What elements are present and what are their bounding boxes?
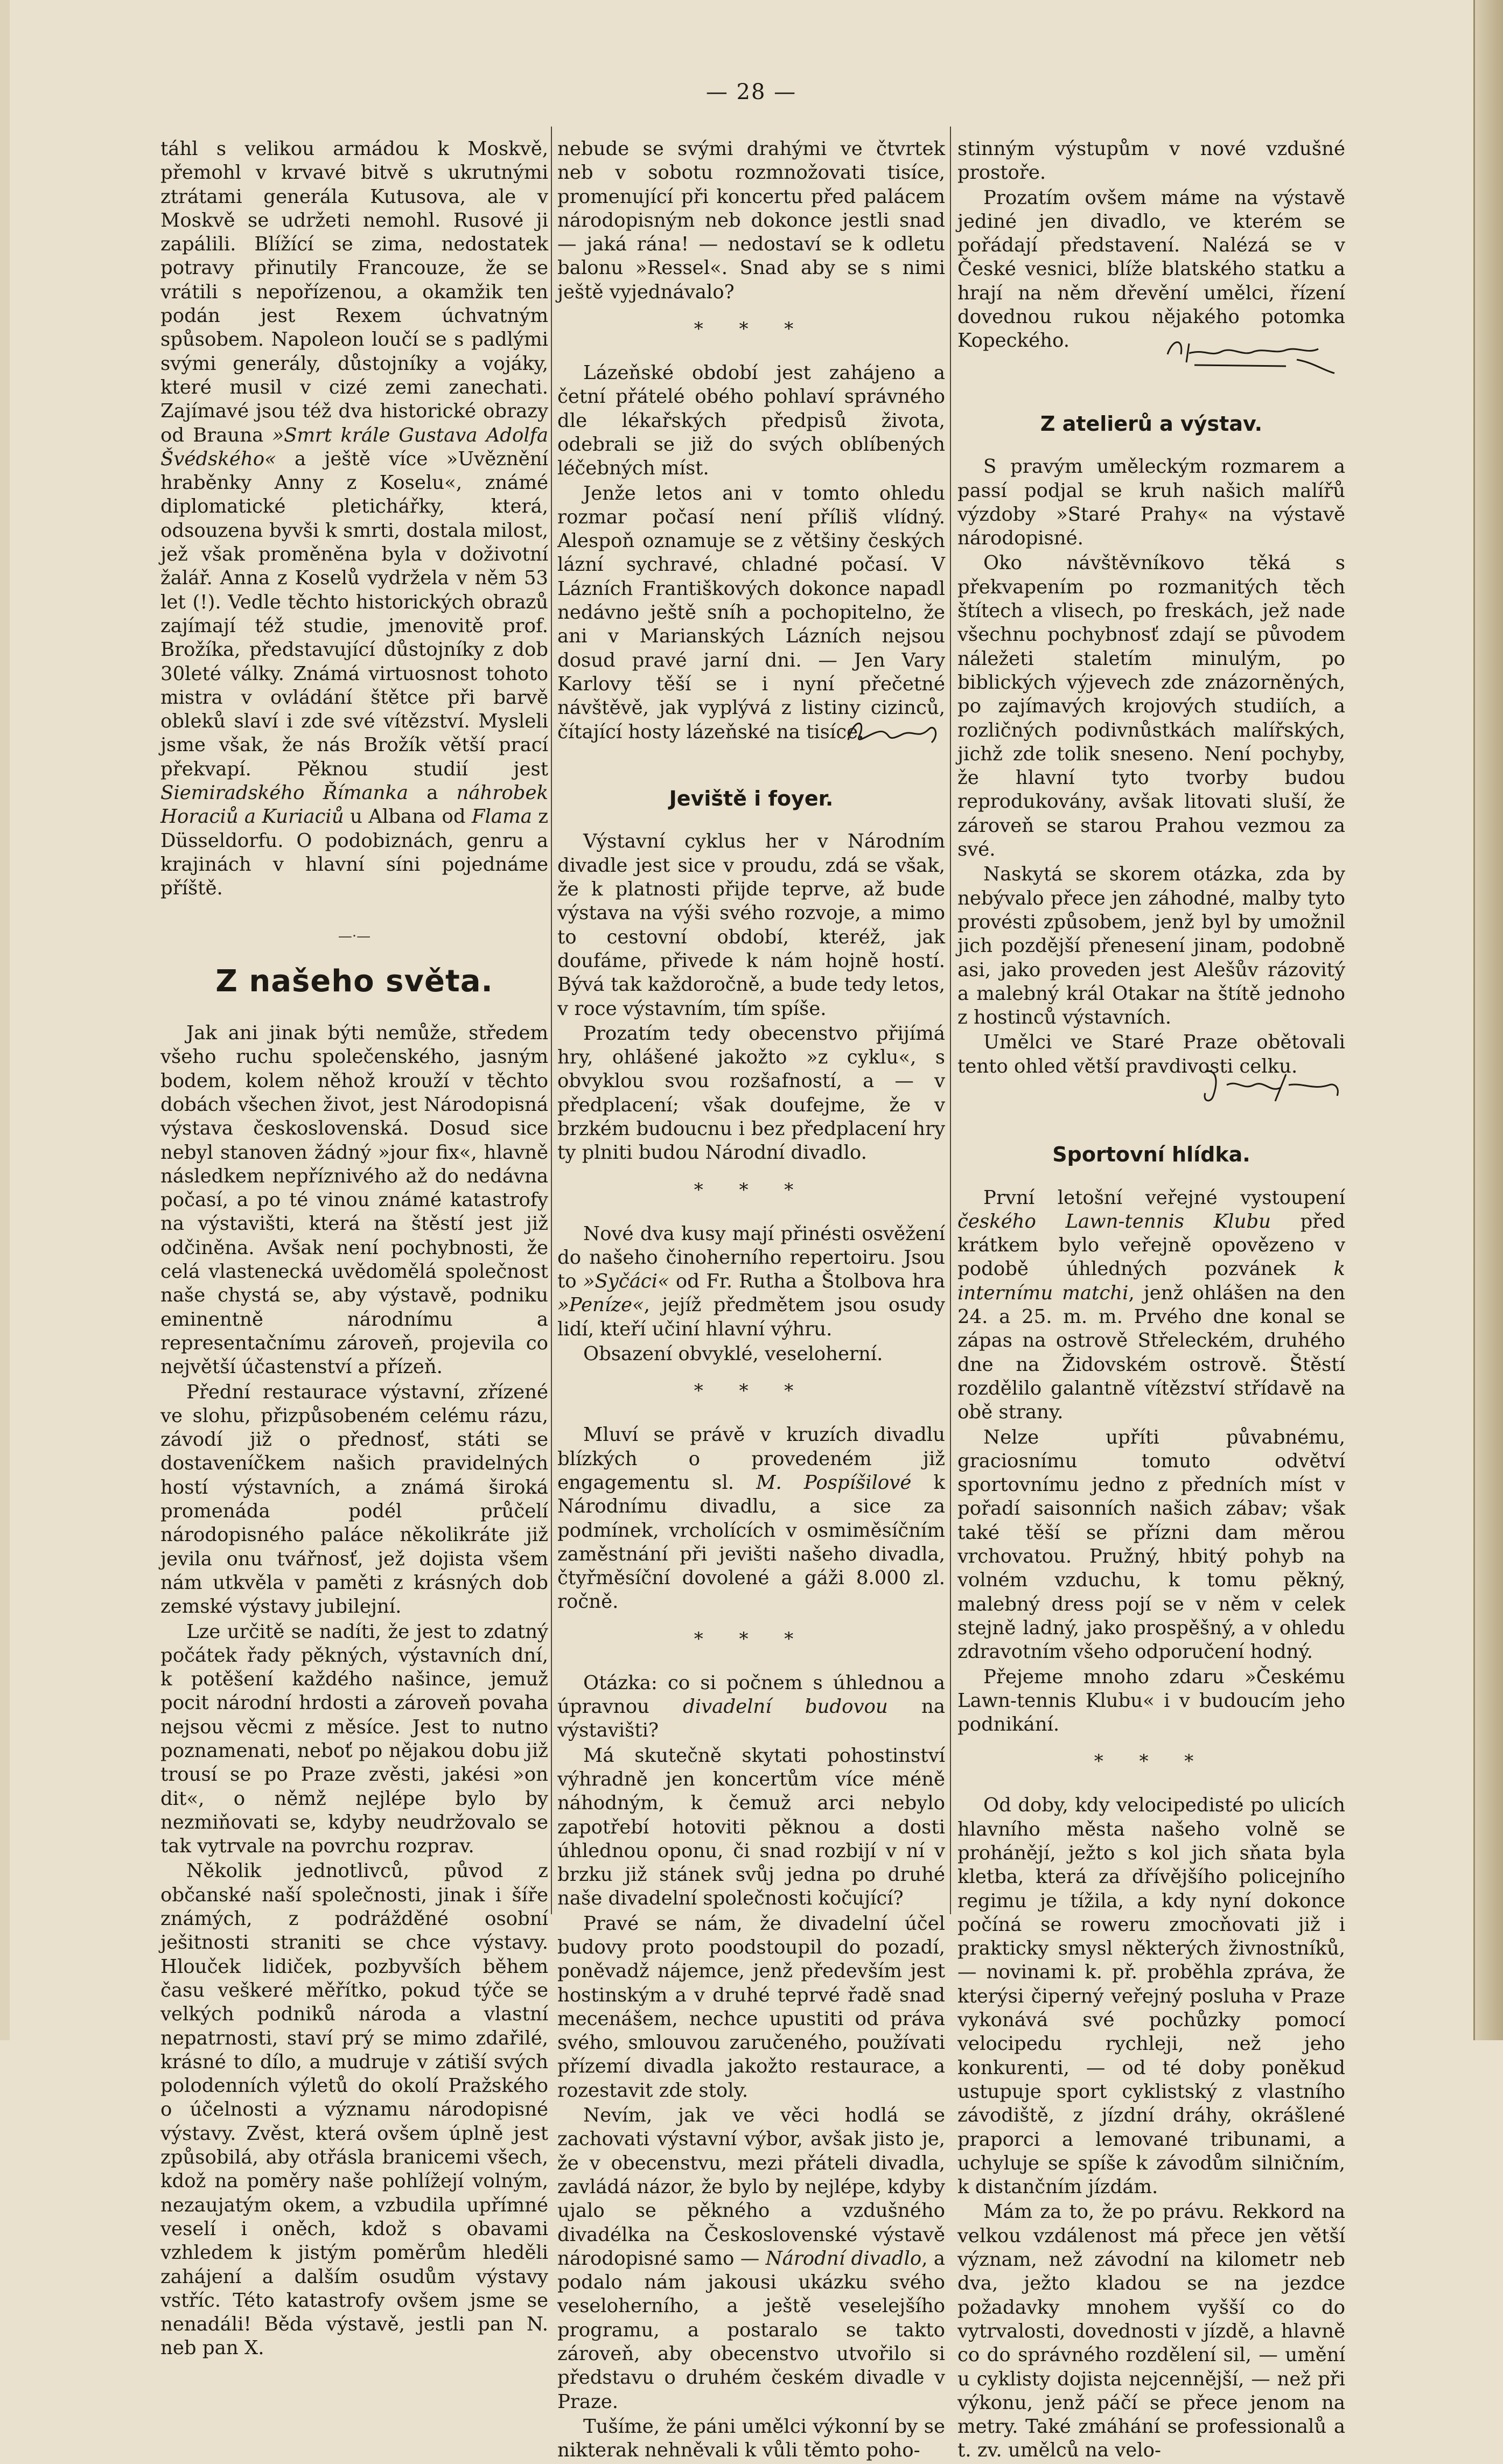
paragraph: Obsazení obvyklé, veseloherní.	[583, 1343, 883, 1366]
paragraph: stinným výstupům v nové vzdušné prostoře.	[957, 138, 1345, 184]
page-edge-left	[0, 0, 10, 2040]
star-separator: * * *	[1094, 1751, 1209, 1773]
paragraph: Výstavní cyklus her v Národním divadle jest sice v proudu, zdá se však, že k platnosti přijde teprve, až bude výstava na výši svého rozvoje, a mimo to cestovní období, kteréž, jak doufáme, přivede k nám hojně hostí. Bývá tak každoročně, a bude tedy letos, v roce výstavním, tím spíše.	[557, 830, 945, 1020]
paragraph: Tušíme, že páni umělci výkonní by se nikterak nehněvali k vůli těmto poho-	[557, 2415, 945, 2462]
paragraph: Několik jednotlivců, původ z občanské naší společnosti, jinak i šíře známých, z podrážděné osobní ješitnosti straniti se chce výstavy. Hlouček lidiček, pozbyvších během času veškeré měřítko, pokud týče se velkých podniků národa a vlastní nepatrnosti, staví prý se mimo zdařilé, krásné to dílo, a mudruje v zátiší svých polodenních výletů do okolí Pražského o účelnosti a významu národopisné výstavy. Zvěst, která ovšem úplně jest způsobilá, aby otřásla branicemi všech, kdož na poměry naše pohlížejí volným, nezaujatým okem, a vzbudila upřímné veselí i oněch, kdož s obavami vzhledem k jistým poměrům hleděli zahájení a dalším osudům výstavy vstříc. Této katastrofy ovšem jsme se nenadáli! Běda výstavě, jestli pan N. neb pan X.	[160, 1860, 548, 2360]
paragraph: Nelze upříti půvabnému, graciosnímu tomuto odvětví sportovnímu jedno z předních míst v pořadí saisonních našich zábav; však také těší se přízni dam měrou vrchovatou. Pružný, hbitý pohyb na volném vzduchu, k tomu pěkný, malebný dress pojí se v něm v celek stejně ladný, jako prospěšný, a v ohledu zdravotním všeho odporučení hodný.	[957, 1426, 1345, 1663]
section-divider: —·—	[338, 928, 371, 944]
column-1	[160, 137, 548, 2362]
paragraph: Jenže letos ani v tomto ohledu rozmar počasí není příliš vlídný. Alespoň oznamuje se z většiny českých lázní sychravé, chladné počasí. V Lázních Františkových dokonce napadl nedávno ještě sníh a pochopitelno, že ani v Marianských Lázních nejsou dosud pravé jarní dni. — Jen Vary Karlovy těší se i nyní přečetné návštěvě, jak vyplývá z listiny cizinců, čítající hosty lázeňské na tisíce.	[557, 482, 945, 743]
paragraph: Otázka: co si počnem s úhlednou a úpravnou divadelní budovou na výstavišti?	[557, 1671, 945, 1742]
section-heading-jeviste: Jeviště i foyer.	[669, 787, 834, 811]
section-heading-z-atelieru: Z atelierů a výstav.	[1040, 411, 1263, 436]
paragraph: Prozatím tedy obecenstvo přijímá hry, ohlášené jakožto »z cyklu«, s obvyklou svou rozšafností, a — v předplacení; však doufejme, že v brzkém budoucnu i bez předplacení hry ty plniti budou Národní divadlo.	[557, 1022, 945, 1164]
paragraph: nebude se svými drahými ve čtvrtek neb v sobotu rozmnožovati tisíce, promenující při koncertu před palácem národopisným neb dokonce jestli snad — jaká rána! — nedostaví se k odletu balonu »Ressel«. Snad aby se s nimi ještě vyjednávalo?	[557, 138, 945, 303]
paragraph: Přední restaurace výstavní, zřízené ve slohu, přizpůsobeném celému rázu, závodí již o přednosť, státi se dostaveníčkem našich pravidelných hostí výstavních, a známá široká promenáda podél průčelí národopisného paláce několikráte již jevila onu tvářnosť, jež dojista všem nám utkvěla v paměti z krásných dob zemské výstavy jubilejní.	[160, 1381, 548, 1618]
star-separator: * * *	[694, 1179, 809, 1201]
paragraph: Přejeme mnoho zdaru »Českému Lawn-tennis Klubu« i v budoucím jeho podnikání.	[957, 1665, 1345, 1736]
paragraph: První letošní veřejné vystoupení českého Lawn-tennis Klubu před krátkem bylo veřejně opovězeno v podobě úhledných pozvánek k internímu matchi, jenž ohlášen na den 24. a 25. m. m. Prvého dne konal se zápas na ostrově Střeleckém, druhého dne na Židovském ostrově. Štěstí rozdělilo galantně vítězství střídavě na obě strany.	[957, 1186, 1345, 1424]
paragraph: Mluví se právě v kruzích divadlu blízkých o provedeném již engagementu sl. M. Pospíšilové k Národnímu divadlu, a sice za podmínek, vrcholících v osmiměsíčním zaměstnání při jevišti našeho divadla, čtyřměsíční dovolené a gáži 8.000 zl. ročně.	[557, 1424, 945, 1613]
paragraph: S pravým uměleckým rozmarem a passí podjal se kruh našich malířů výzdoby »Staré Prahy« na výstavě národopisné.	[957, 456, 1345, 550]
paragraph: táhl s velikou armádou k Moskvě, přemohl v krvavé bitvě s ukrutnými ztrátami generála Kutusova, ale v Moskvě se udržeti nemohl. Rusové ji zapálili. Blížící se zima, nedostatek potravy přinutily Francouze, že se vrátili s nepořízenou, a okamžik ten podán jest Rexem úchvatným spůsobem. Napoleon loučí se s padlými svými generály, důstojníky a vojáky, které musil v cizé zemi zanechati. Zajímavé jsou též dva historické obrazy od Brauna »Smrt krále Gustava Adolfa Švédského« a ještě více »Uvěznění hraběnky Anny z Koselu«, známé diplomatické pletichářky, která, odsouzena byvši k smrti, dostala milost, jež však proměněna byla v doživotní žalář. Anna z Koselů vydržela v něm 53 let (!). Vedle těchto historických obrazů zajímají též studie, jmenovitě prof. Brožíka, představující důstojníky z dob 30leté války. Známá virtuosnost tohoto mistra v ovládání štětce při barvě obleků slaví i zde své vítězství. Mysleli jsme však, že nás Brožík větší prací překvapí. Pěknou studií jest Siemiradského Římanka a náhrobek Horaciů a Kuriaciů u Albana od Flama z Düsseldorfu. O podobiznách, genru a krajinách v hlavní síni pojednáme příště.	[160, 138, 548, 900]
paragraph: Lze určitě se nadíti, že jest to zdatný počátek řady pěkných, výstavních dní, k potěšení každého našince, jemuž pocit národní hrdosti a zároveň povaha nejsou věcmi z měsíce. Jest to nutno poznamenati, neboť po nějakou dobu již trousí se po Praze zvěsti, jakési »on dit«, o němž nejlépe bylo by nezmiňovati se, kdyby neudržovalo se tak vytrvale na povrchu rozprav.	[160, 1620, 548, 1858]
section-heading-sportovni-hlidka: Sportovní hlídka.	[1052, 1143, 1250, 1167]
paragraph: Má skutečně skytati pohostinství výhradně jen koncertům více méně náhodným, k čemuž arci nebylo zapotřebí hotoviti pěknou a dosti úhlednou oponu, či snad rozbijí v ní v brzku již stánek svůj jedna po druhé naše divadelní společnosti kočující?	[557, 1744, 945, 1910]
paragraph: Nevím, jak ve věci hodlá se zachovati výstavní výbor, avšak jisto je, že v obecenstvu, mezi přáteli divadla, zavládá názor, že bylo by nejlépe, kdyby ujalo se pěkného a vzdušného divadélka na Československé výstavě národopisné samo — Národní divadlo, a podalo nám jakousi ukázku svého veseloherního, a ještě veselejšího programu, a postaralo se takto zároveň, aby obecenstvo utvořilo si představu o druhém českém divadle v Praze.	[557, 2104, 946, 2413]
page-number: — 28 —	[705, 80, 797, 104]
star-separator: * * *	[694, 1628, 809, 1650]
paragraph: Prozatím ovšem máme na výstavě jediné jen divadlo, ve kterém se pořádají představení. Nalézá se v České vesnici, blíže blatského statku a hrají na něm dřevění umělci, řízení dovednou rukou nějakého potomka Kopeckého.	[957, 186, 1345, 352]
page-edge-right	[1473, 0, 1503, 2040]
section-heading-z-naseho-sveta: Z našeho světa.	[215, 963, 493, 999]
paragraph: Umělci ve Staré Praze obětovali tento ohled větší pravdivosti celku.	[957, 1031, 1345, 1077]
paragraph: Nové dva kusy mají přinésti osvěžení do našeho činoherního repertoiru. Jsou to »Syčáci« od Fr. Rutha a Štolbova hra »Peníze«, jejíž předmětem jsou osudy lidí, kteří učiní hlavní výhru.	[557, 1222, 945, 1340]
paragraph: Oko návštěvníkovo těká s překvapením po rozmanitých těch štítech a vlisech, po freskách, jež nade všechnu pochybnosť zdají se původem náležeti staletím minulým, po biblických výjevech zde znázorněných, po zajímavých krojových studiích, a rozličných podivnůstkách malířských, jichž zde tolik sneseno. Není pochyby, že hlavní tyto tvorby budou reprodukovány, avšak litovati sluší, že zároveň se starou Prahou vezmou za své.	[957, 552, 1345, 861]
column-rule-right	[950, 127, 951, 1914]
paragraph: Jak ani jinak býti nemůže, středem všeho ruchu společenského, jasným bodem, kolem něhož krouží v těchto dobách všechen život, jest Národopisná výstava československá. Dosud sice nebyl stanoven žádný »jour fix«, hlavně následkem nepříznivého až do nedávna počasí, a po té vinou známé katastrofy na výstavišti, která na štěstí jest již odčiněna. Avšak není pochybnosti, že celá vlastenecká uvědomělá společnost naše chystá se, aby výstavě, podniku eminentně národnímu a representačnímu zároveň, projevila co největší účastenství a přízeň.	[160, 1022, 548, 1378]
column-3	[957, 137, 1345, 2464]
star-separator: * * *	[694, 1380, 809, 1402]
star-separator: * * *	[694, 318, 809, 340]
paragraph: Od doby, kdy velocipedisté po ulicích hlavního města našeho volně se prohánějí, ježto s kol jich sňata byla kletba, která za dřívějšího policejního regimu je tížila, a kdy nyní dokonce počíná se roweru zmocňovati již i prakticky smysl některých živnostníků, — novinami k. př. proběhla zpráva, že kterýsi čiperný veřejný posluha v Praze vykonává své pochůzky pomocí velocipedu rychleji, než jeho konkurenti, — od té doby poněkud ustupuje sport cyklistský z vlastního závodiště, z jízdní dráhy, okrášlené praporci a lemované tribunami, a uchyluje se spíše k závodům silničním, k distančním jízdám.	[957, 1794, 1345, 2199]
paragraph: Naskytá se skorem otázka, zda by nebývalo přece jen záhodné, malby tyto provésti způsobem, jenž byl by umožnil jich pozdější přenesení jinam, podobně asi, jako proveden jest Alešův rázovitý a malebný král Otakar na štítě jednoho z hostinců výstavních.	[957, 863, 1345, 1029]
column-2	[557, 137, 945, 2464]
column-rule-left	[551, 127, 552, 1914]
paragraph: Lázeňské období jest zahájeno a četní přátelé obého pohlaví správného dle lékařských předpisů života, odebrali se již do svých oblíbených léčebných míst.	[557, 362, 945, 480]
paragraph: Mám za to, že po právu. Rekkord na velkou vzdálenost má přece jen větší význam, než závodní na kilometr neb dva, ježto kladou se na jezdce požadavky mnohem vyšší co do vytrvalosti, dovednosti v jízdě, a hlavně co do správného rozdělení sil, — umění u cyklisty dojista nejcennější, — než při výkonu, jenž páčí se přece jenom na metry. Také zmáhání se professionalů a t. zv. umělců na velo-	[957, 2201, 1345, 2462]
paragraph: Pravé se nám, že divadelní účel budovy proto poodstoupil do pozadí, poněvadž nájemce, jenž především jest hostinským a v druhé teprvé řadě snad mecenášem, nechce upustiti od práva svého, smlouvou zaručeného, používati přízemí divadla jakožto restaurace, a rozestavit zde stoly.	[557, 1912, 945, 2102]
